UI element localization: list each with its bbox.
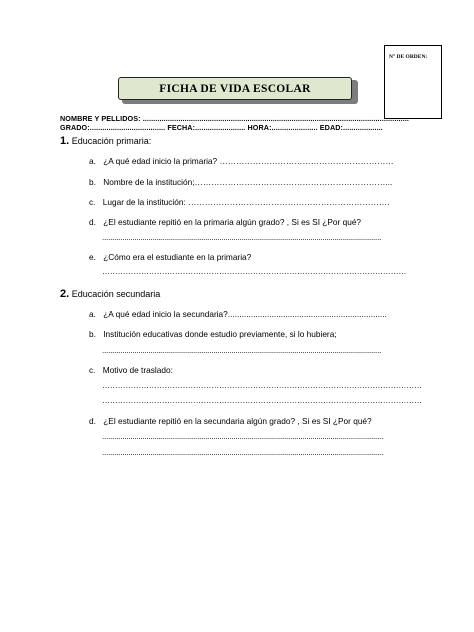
section1-d-answer-line: ..........................................................................................................................................: [102, 233, 382, 242]
grade-date-time-age-line: GRADO:.................................... FECHA:........................ HORA:...................... EDAD:...................: [60, 123, 383, 132]
order-number-box: [384, 45, 442, 119]
item-letter: a.: [89, 309, 96, 319]
section2-c-answer-line-1: ……………………………………………………………………………………………………………: [102, 381, 422, 390]
item-letter: a.: [89, 156, 96, 166]
section2-number: 2.: [60, 288, 70, 300]
section1-number: 1.: [60, 135, 70, 147]
section2-b-answer-line: ..........................................................................................................................................: [102, 346, 382, 355]
section2-title: Educación secundaria: [71, 289, 161, 299]
section1-e-answer-line: ………………………………………………………………………………………………………: [102, 267, 407, 276]
section1-item-c: [89, 197, 390, 207]
item-text: ¿El estudiante repitió en la primaria algún grado? , Si es SI ¿Por qué?: [103, 217, 362, 227]
name-field-line: NOMBRE Y PELLIDOS: ...............................................................................................................................: [60, 114, 410, 123]
item-text: ¿Cómo era el estudiante en la primaria?: [103, 252, 252, 262]
section2-item-b: [89, 329, 337, 339]
section2-c-answer-line-2: ……………………………………………………………………………………………………………: [102, 396, 422, 405]
section2-d-answer-line-1: ...........................................................................................................................................: [102, 432, 384, 441]
item-text: Nombre de la institución;……………………………………………………………...: [103, 177, 393, 187]
section2-item-d: [89, 416, 372, 426]
item-letter: c.: [89, 365, 96, 375]
section1-item-b: [89, 177, 392, 187]
section1-title: Educación primaria:: [71, 136, 152, 146]
item-text: ¿A qué edad inicio la secundaria?.....................................................................: [103, 309, 387, 319]
item-text: ¿El estudiante repitió en la secundaria algún grado? , Si es SI ¿Por qué?: [103, 416, 372, 426]
item-text: ¿A qué edad inicio la primaria? ………………………………………………………: [103, 156, 394, 166]
section1-item-e: [89, 252, 251, 262]
title-box: [118, 77, 352, 100]
section2-item-c: [89, 365, 173, 375]
section2-item-a: [89, 309, 387, 319]
order-number-label: N° DE ORDEN:: [389, 54, 428, 60]
item-text: Institución educativas donde estudio previamente, si lo hubiera;: [103, 329, 337, 339]
section1-item-d: [89, 217, 361, 227]
section1-heading: [60, 135, 151, 147]
item-letter: d.: [89, 416, 96, 426]
item-letter: e.: [89, 252, 96, 262]
item-letter: b.: [89, 329, 96, 339]
item-letter: c.: [89, 197, 96, 207]
section2-heading: [60, 288, 160, 300]
page-title: FICHA DE VIDA ESCOLAR: [159, 82, 311, 95]
item-letter: b.: [89, 177, 96, 187]
item-text: Motivo de traslado:: [102, 365, 173, 375]
section2-d-answer-line-2: ...........................................................................................................................................: [102, 448, 384, 457]
item-text: Lugar de la institución: ……………………………………………………………….: [102, 197, 390, 207]
section1-item-a: [89, 156, 394, 166]
item-letter: d.: [89, 217, 96, 227]
